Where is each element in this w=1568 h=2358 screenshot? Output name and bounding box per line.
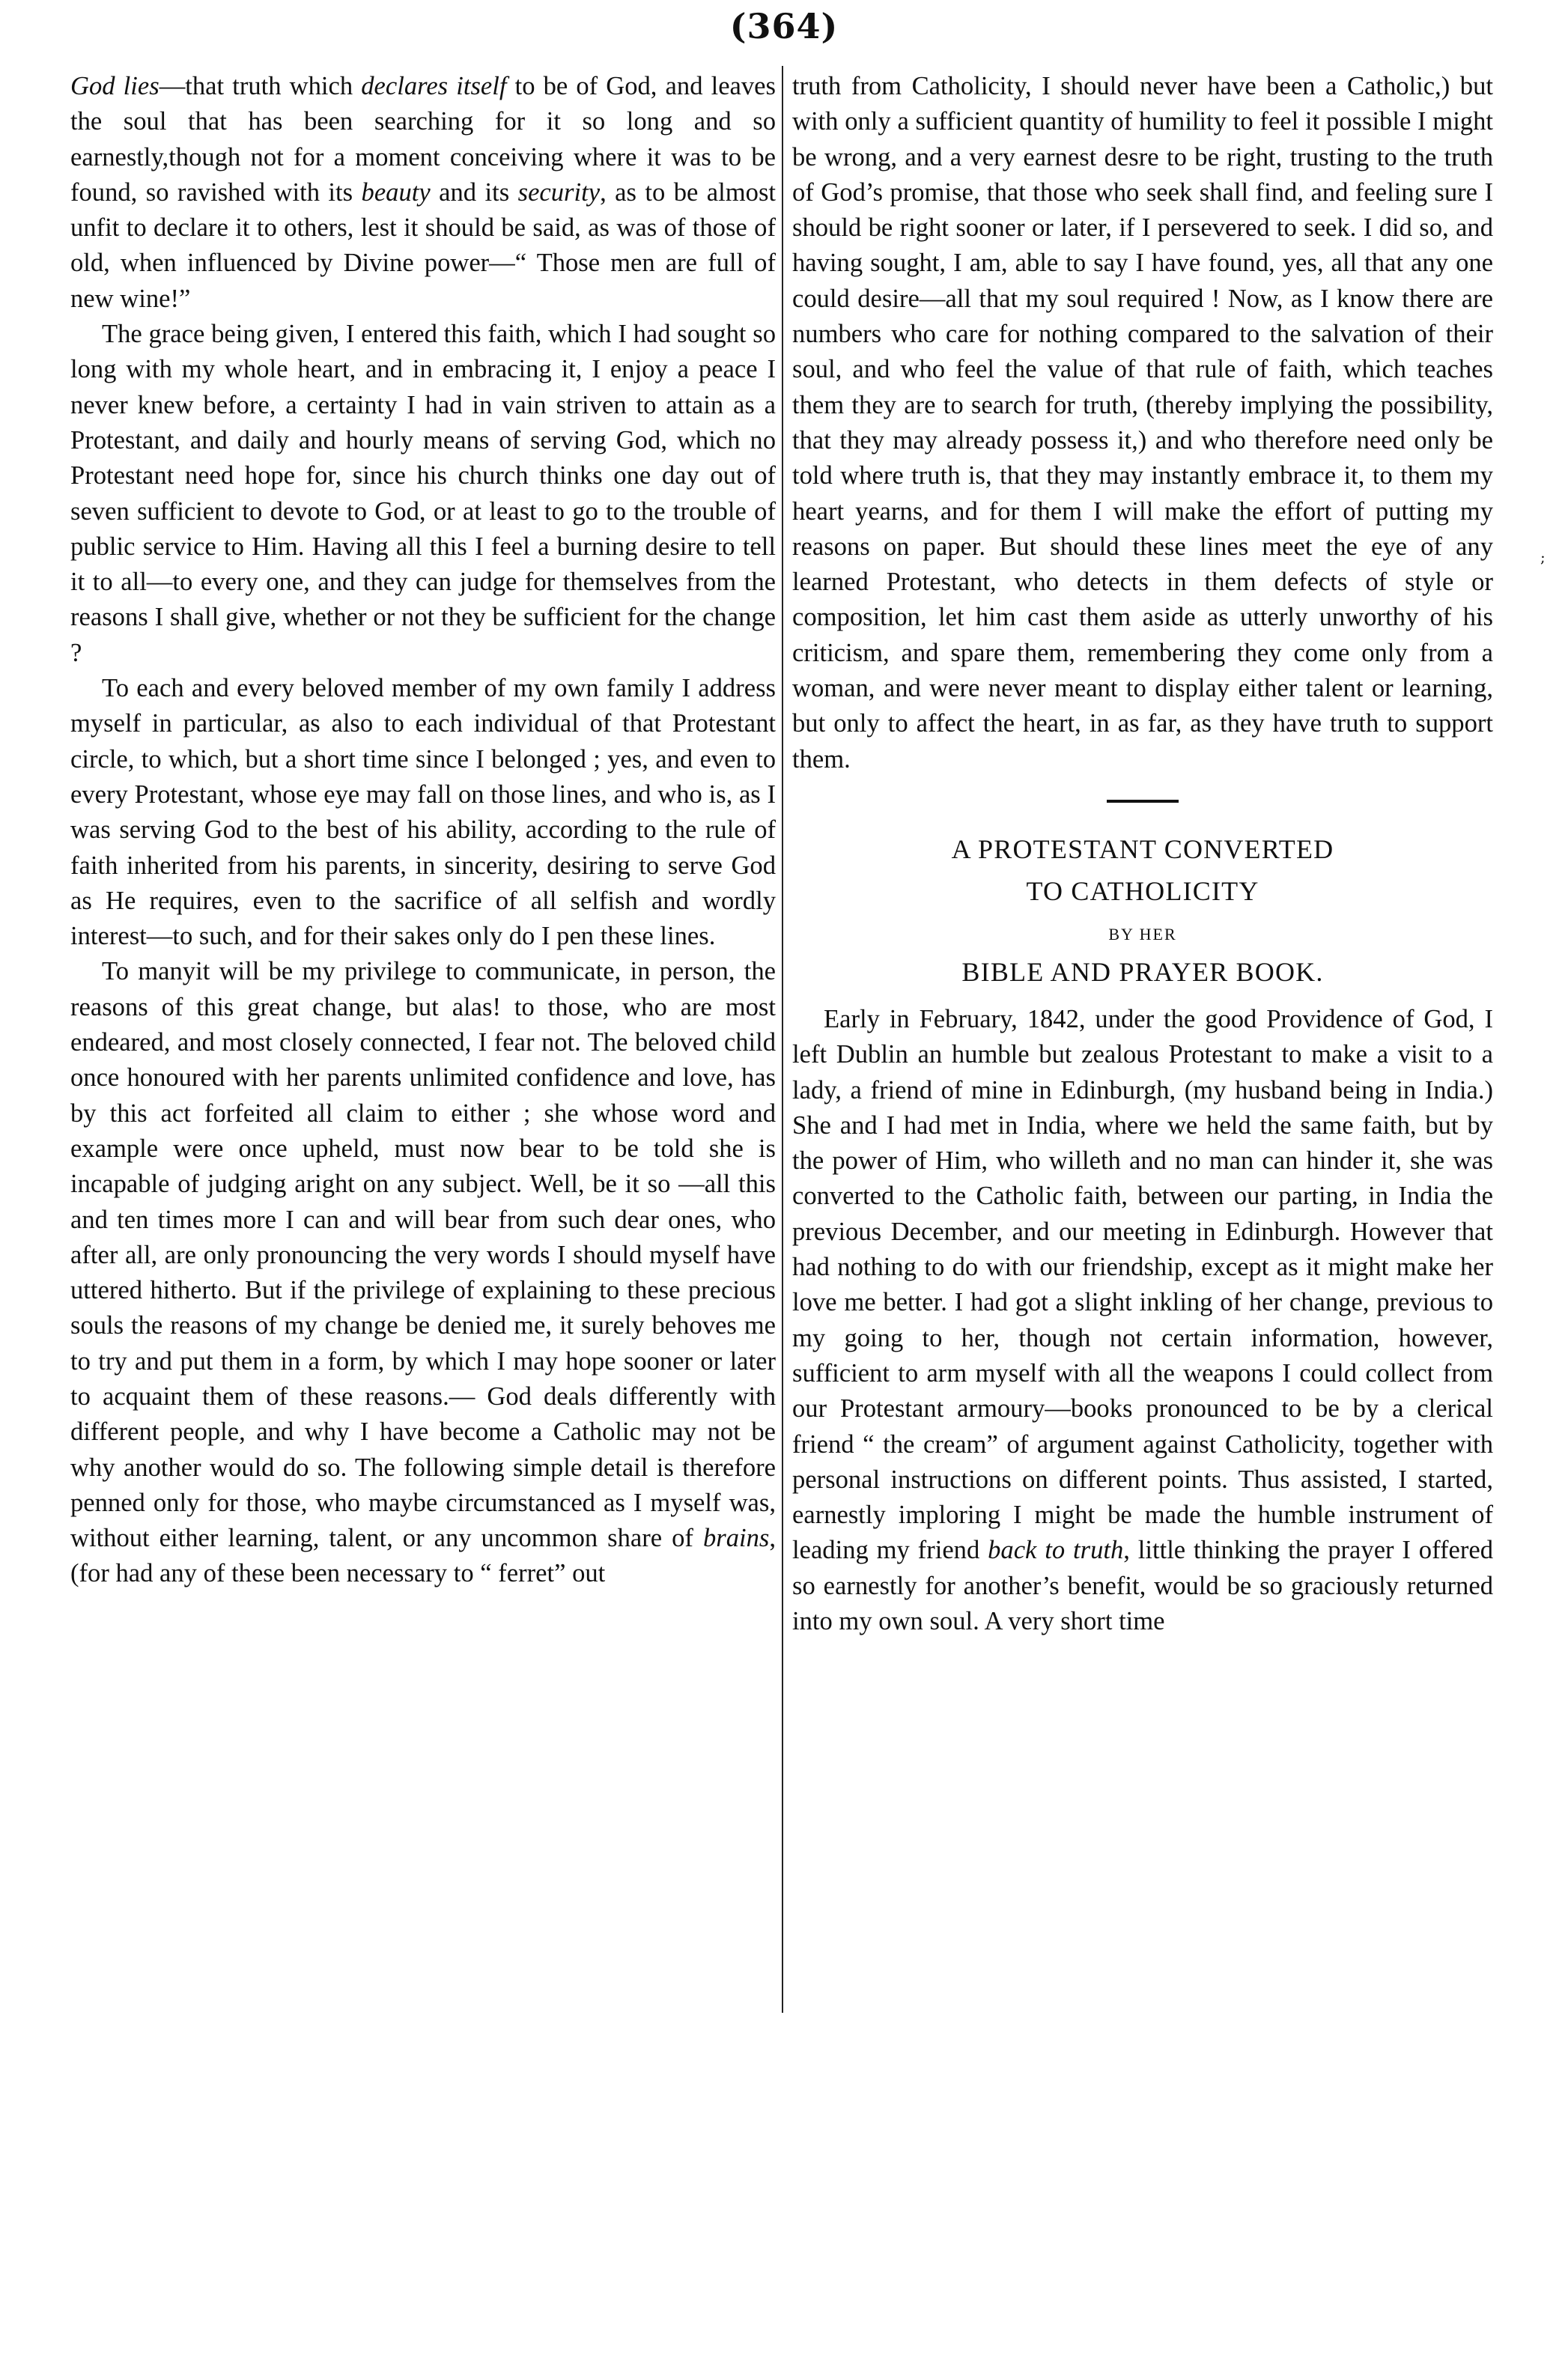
heading-by: BY HER <box>1108 924 1177 943</box>
heading-line-1: A PROTESTANT CONVERTED <box>951 833 1334 864</box>
right-column <box>792 69 1493 1639</box>
left-paragraph-4: To manyit will be my privilege to communicate, in person, the reasons of this great change, but alas! to those, who are most endeared, and most closely connected, I fear not. The beloved child once honoured with her parents unlimited confidence and love, has by this act forfeited all claim to either ; she whose word and example were once upheld, must now bear to be told she is incapable of judging aright on any subject. Well, be it so —all this and ten times more I can and will bear from such dear ones, who after all, are only pronouncing the very words I should myself have uttered hitherto. But if the privilege of explaining to these precious souls the reasons of my change be denied me, it surely behoves me to try and put them in a form, by which I may hope sooner or later to acquaint them of these reasons.— God deals differently with different people, and why I have become a Catholic may not be why another would do so. The following simple detail is therefore penned only for those, who maybe circumstanced as I myself was, without either learning, talent, or any uncommon share of brains, (for had any of these been necessary to “ ferret” out <box>70 957 776 1588</box>
right-paragraph-1: truth from Catholicity, I should never have been a Catholic,) but with only a sufficient quantity of humility to feel it possible I might be wrong, and a very earnest desre to be right, trusting to the truth of God’s promise, that those who seek shall find, and feeling sure I should be right sooner or later, if I persevered to seek. I did so, and having sought, I am, able to say I have found, yes, all that any one could desire—all that my soul required ! Now, as I know there are numbers who care for nothing compared to the salvation of their soul, and who feel the value of that rule of faith, which teaches them they are to search for truth, (thereby implying the possibility, that they may already possess it,) and who therefore need only be told where truth is, that they may instantly embrace it, to them my heart yearns, and for them I will make the effort of putting my reasons on paper. But should these lines meet the eye of any learned Protestant, who detects in them defects of style or composition, let him cast them aside as utterly unworthy of his criticism, and spare them, remembering they come only from a woman, and were never meant to display either talent or learning, but only to affect the heart, in as far, as they have truth to support them. <box>792 72 1493 774</box>
left-paragraph-1: God lies—that truth which declares itself to be of God, and leaves the soul that has been searching for it so long and so earnestly,though not for a moment conceiving where it was to be found, so ravished with its beauty and its security, as to be almost unfit to declare it to others, lest it should be said, as was of those of old, when influenced by Divine power—“ Those men are full of new wine!” <box>70 72 777 313</box>
section-rule <box>1107 800 1179 803</box>
page-number: (364) <box>729 6 839 46</box>
right-paragraph-2: Early in February, 1842, under the good Providence of God, I left Dublin an humble but zealous Protestant to make a visit to a lady, a friend of mine in Edinburgh, (my husband being in India.) She and I had met in India, where we held the same faith, but by the power of Him, who willeth and no man can hinder it, she was converted to the Catholic faith, between our parting, in India the previous December, and our meeting in Edinburgh. However that had nothing to do with our friendship, except as it might make her love me better. I had got a slight inkling of her change, previous to my going to her, though not certain information, however, sufficient to arm myself with all the weapons I could collect from our Protestant armoury—books pronounced to be by a clerical friend “ the cream” of argument against Catholicity, together with personal instructions on different points. Thus assisted, I started, earnestly imploring I might be made the humble instrument of leading my friend back to truth, little thinking the prayer I offered so earnestly for another’s benefit, would be so graciously returned into my own soul. A very short time <box>792 1004 1493 1635</box>
column-divider <box>782 66 783 2013</box>
article-heading <box>792 800 1493 991</box>
left-paragraph-2: The grace being given, I entered this faith, which I had sought so long with my whole heart, and in embracing it, I enjoy a peace I never knew before, a certainty I had in vain striven to attain as a Protestant, and daily and hourly means of serving God, which no Protestant need hope for, since his church thinks one day out of seven sufficient to devote to God, or at least to go to the trouble of public service to Him. Having all this I feel a burning desire to tell it to all—to every one, and they can judge for themselves from the reasons I shall give, whether or not they be sufficient for the change ? <box>70 320 776 667</box>
lead-italic: God lies <box>70 72 159 100</box>
margin-mark: ; <box>1540 548 1546 566</box>
left-column <box>70 69 776 1592</box>
left-paragraph-3: To each and every beloved member of my own family I address myself in particular, as also to each individual of that Protestant circle, to which, but a short time since I belonged ; yes, and even to every Protestant, whose eye may fall on those lines, and who is, as I was serving God to the best of his ability, according to the rule of faith inherited from his parents, in sincerity, desiring to serve God as He requires, even to the sacrifice of all selfish and wordly interest—to such, and for their sakes only do I pen these lines. <box>70 674 776 951</box>
heading-line-2: TO CATHOLICITY <box>1026 875 1259 906</box>
heading-line-3: BIBLE AND PRAYER BOOK. <box>961 956 1324 987</box>
